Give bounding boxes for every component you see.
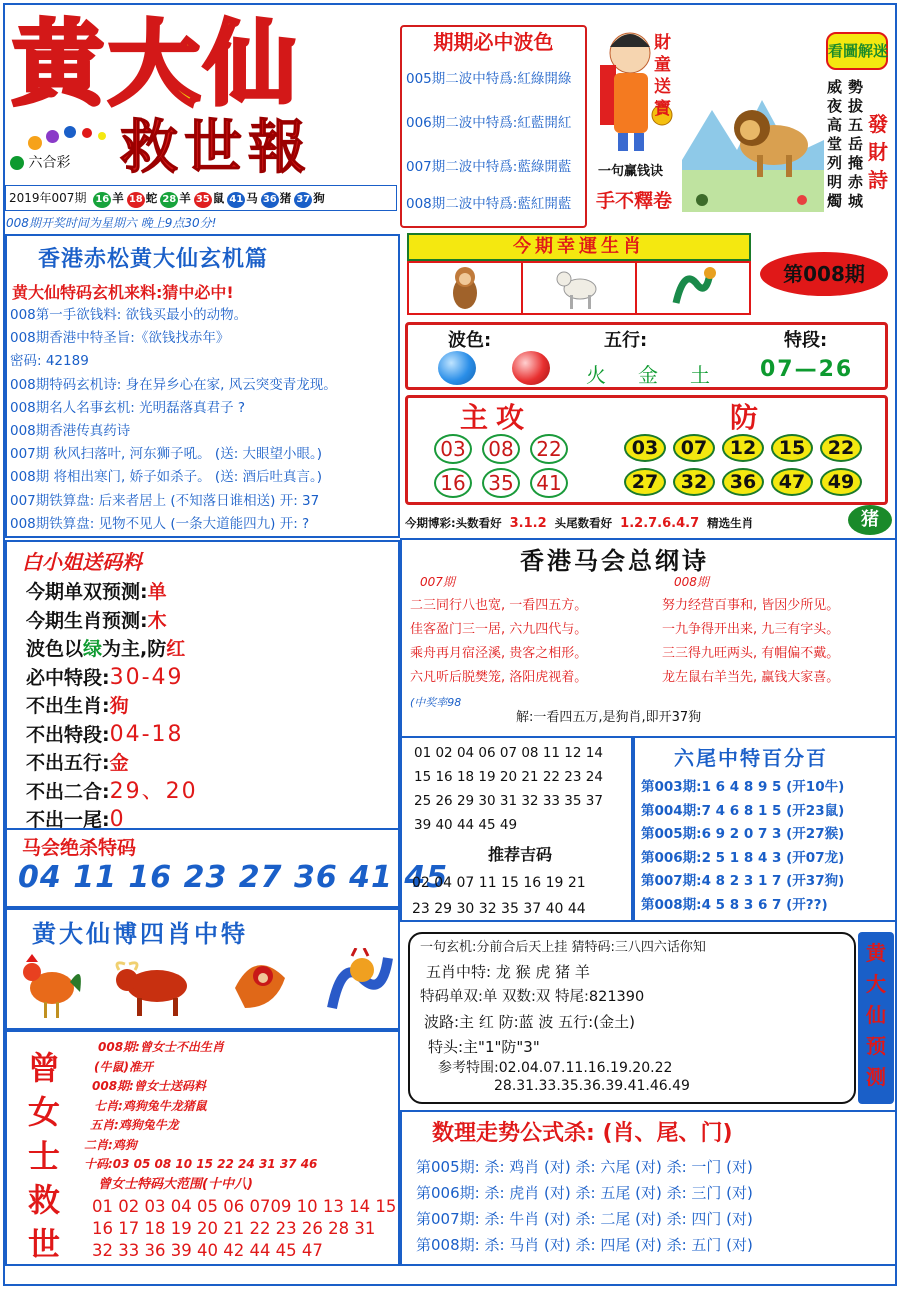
- xiaoyi-key: 不出特段:: [26, 723, 110, 746]
- xiaoyi-key: 今期生肖预测:: [26, 609, 148, 632]
- hint-a: 今期博彩:头数看好: [405, 516, 502, 530]
- wave-box: [400, 25, 587, 228]
- liuwei-row: 第003期:1 6 4 8 9 5 (开10牛): [641, 779, 845, 795]
- poem-line: 努力经营百事和, 皆因少所见。: [662, 598, 840, 613]
- zodiac-number: 18: [127, 192, 145, 208]
- defend-numbers: [624, 434, 884, 502]
- attack-number-ball: 03: [434, 434, 472, 464]
- xiaoyi-value: 单: [147, 581, 167, 603]
- zeng-line: 008期:曾女士送码料: [92, 1079, 206, 1093]
- hint-c: 头尾数看好: [554, 516, 613, 530]
- wave-row: 006期二波中特爲:紅藍開紅: [406, 115, 572, 131]
- lottery-label-text: 六合彩: [28, 155, 71, 171]
- xuanji-line: 007期铁算盘: 后来者居上 (不知落日谁相送) 开: 37: [10, 492, 320, 509]
- poem-title: 香港马会总纲诗: [520, 546, 709, 575]
- xuanji-line: 008第一手欲钱料: 欲钱买最小的动物。: [10, 307, 248, 323]
- ox-icon: [113, 948, 197, 1020]
- liuwei-rows: [641, 776, 893, 917]
- poem-line: 龙左鼠右羊当先, 赢钱大家喜。: [662, 670, 840, 685]
- zodiac-number: 28: [160, 192, 178, 208]
- attr-box: [405, 322, 888, 390]
- xiaoyi-key: 不出五行:: [26, 752, 110, 774]
- defend-number-ball: 03: [624, 434, 666, 462]
- masthead-title: 黄大仙: [12, 10, 301, 118]
- zodiac-draw-list: [90, 191, 325, 205]
- wuxing-earth: 土: [690, 363, 710, 387]
- zeng-line: 二肖:鸡狗: [84, 1137, 137, 1152]
- hint-d: 1.2.7.6.4.7: [620, 516, 700, 531]
- zodiac-animal: 马: [246, 191, 258, 205]
- yuce-lines: [420, 936, 852, 1095]
- xiaoyi-rows: [26, 578, 396, 835]
- zeng-line: 七肖:鸡狗兔牛龙猪鼠: [94, 1098, 207, 1113]
- xiaoyi-row: [26, 721, 396, 750]
- formula-row: 第008期: 杀: 马肖 (对) 杀: 四尾 (对) 杀: 五门 (对): [416, 1236, 753, 1254]
- zeng-lines: [84, 1038, 394, 1194]
- defend-number-ball: 36: [722, 468, 764, 496]
- zodiac-number: 16: [93, 192, 111, 208]
- zodiac-draw-item: [294, 191, 325, 205]
- red-wave-ball: [512, 351, 550, 385]
- xiaoyi-value: 30-49: [109, 664, 184, 690]
- majue-numbers: 04 11 16 23 27 36 41 45: [18, 860, 449, 895]
- liuwei-row: 第007期:4 8 2 3 1 7 (开37狗): [641, 873, 845, 889]
- xiaoyi-value: 金: [109, 752, 129, 774]
- blue-wave-ball: [438, 351, 476, 385]
- attack-number-ball: 41: [530, 468, 568, 498]
- grid-row: 15 16 18 19 20 21 22 23 24: [414, 769, 603, 785]
- zeng-line: 十码:03 05 08 10 15 22 24 31 37 46: [84, 1157, 318, 1171]
- ji-title: 推荐吉码: [488, 845, 553, 864]
- xiaoyi-key2: 为主,防: [102, 638, 167, 660]
- poem-col-1: 勢拔五岳掩赤城: [848, 78, 864, 210]
- formula-row: 第007期: 杀: 牛肖 (对) 杀: 二尾 (对) 杀: 四门 (对): [416, 1210, 753, 1228]
- hint-bar: [405, 512, 895, 534]
- zodiac-animal: 羊: [179, 191, 191, 205]
- attack-number-ball: 22: [530, 434, 568, 464]
- lion-landscape-image: [682, 40, 824, 212]
- zodiac-animal: 鼠: [212, 191, 225, 205]
- zodiac-draw-item: [127, 191, 158, 205]
- xiaoyi-value2: 红: [166, 638, 186, 660]
- xuanji-subtitle: 黄大仙特码玄机来料:猜中必中!: [12, 283, 234, 302]
- yuce-line: 28.31.33.35.36.39.41.46.49: [494, 1078, 690, 1094]
- zodiac-number: 37: [294, 192, 312, 208]
- poem-title: 發財詩: [868, 112, 888, 192]
- wuxing-fire: 火: [586, 363, 606, 387]
- zeng-numbers: [92, 1196, 397, 1262]
- zeng-line: 五肖:鸡狗兔牛龙: [90, 1118, 179, 1132]
- zodiac-draw-item: [227, 191, 258, 205]
- masthead-subtitle: 救世報: [120, 113, 313, 181]
- teduan-label: 特段:: [784, 330, 828, 351]
- poem-foot-left: (中奖率98: [410, 696, 462, 709]
- yuce-side-bar: [858, 932, 894, 1104]
- xiaoyi-row: [26, 664, 396, 693]
- formula-row: 第006期: 杀: 虎肖 (对) 杀: 五尾 (对) 杀: 三门 (对): [416, 1184, 753, 1202]
- ji-rows: [412, 870, 630, 922]
- defend-number-ball: 49: [820, 468, 862, 496]
- lucky-monkey-cell: [409, 263, 523, 313]
- zodiac-draw-item: [194, 191, 225, 205]
- xiaoyi-key: 不出一尾:: [26, 809, 110, 831]
- wave-row: 008期二波中特爲:藍紅開藍: [406, 196, 572, 212]
- yuce-line: 参考特围:02.04.07.11.16.19.20.22: [438, 1060, 673, 1076]
- defend-number-ball: 22: [820, 434, 862, 462]
- xiaoyi-row: [26, 778, 396, 807]
- wave-label: 波色:: [448, 330, 492, 351]
- ji-row: 23 29 30 32 35 37 40 44: [412, 901, 586, 917]
- formula-row: 第005期: 杀: 鸡肖 (对) 杀: 六尾 (对) 杀: 一门 (对): [416, 1158, 753, 1176]
- yuce-line: 特头:主"1"防"3": [428, 1038, 540, 1056]
- zodiac-number: 36: [261, 192, 279, 208]
- grid-row: 25 26 29 30 31 32 33 35 37: [414, 793, 603, 809]
- liuwei-row: 第006期:2 5 1 8 4 3 (开07龙): [641, 849, 845, 866]
- zodiac-number: 41: [227, 192, 245, 208]
- wave-row: 005期二波中特爲:紅綠開綠: [406, 71, 572, 87]
- lucky-title: 今期幸運生肖: [513, 236, 645, 257]
- caitong-vertical: 財童送寶: [654, 33, 671, 119]
- zeng-line: (牛鼠)准开: [94, 1059, 153, 1074]
- xiaoyi-title: 白小姐送码料: [22, 550, 142, 574]
- poem-line: 乘舟再月宿泾溪, 贵客之相形。: [410, 646, 588, 661]
- issue-badge: 第008期: [760, 252, 888, 296]
- xiaoyi-key: 不出二合:: [26, 780, 110, 803]
- lucky-animals: [407, 261, 751, 315]
- wave-row: 007期二波中特爲:藍綠開藍: [406, 159, 572, 175]
- yuce-line: 特码单双:单 双数:双 特尾:821390: [420, 989, 645, 1005]
- poem-col-2: 威夜高堂列明燭: [827, 78, 843, 210]
- lottery-label: [10, 152, 70, 172]
- poem-right-issue: 008期: [674, 575, 709, 589]
- attack-number-ball: 16: [434, 468, 472, 498]
- attack-number-ball: 08: [482, 434, 520, 464]
- xuanji-line: 008期特码玄机诗: 身在异乡心在家, 风云突变青龙现。: [10, 376, 337, 393]
- xuanji-line: 008期铁算盘: 见物不见人 (一条大道能四九) 开: ?: [10, 515, 310, 532]
- defend-number-ball: 32: [673, 468, 715, 496]
- grid-row: 01 02 04 06 07 08 11 12 14: [414, 745, 603, 761]
- xuanji-line: 008期香港中特圣旨:《欲钱找赤年》: [10, 330, 230, 347]
- xiaoyi-key: 不出生肖:: [26, 695, 110, 717]
- formula-title: 数理走势公式杀: (肖、尾、门): [432, 1121, 733, 1146]
- lucky-goat-cell: [523, 263, 637, 313]
- wuxing-metal: 金: [638, 363, 658, 387]
- xuanji-line: 008期 将相出寒门, 娇子如杀子。 (送: 酒后吐真言。): [10, 469, 323, 486]
- xiaoyi-row: [26, 692, 396, 721]
- ji-row: 02 04 07 11 15 16 19 21: [412, 875, 586, 891]
- teduan-value: 07—26: [760, 357, 854, 382]
- zodiac-animal: 猪: [279, 191, 292, 205]
- sixiao-title: 黄大仙博四肖中特: [32, 920, 248, 948]
- xiaoyi-value: 木: [147, 609, 167, 632]
- draw-result-bar: [5, 185, 397, 211]
- majue-title: 马会绝杀特码: [22, 837, 137, 859]
- poem-line: 六凡听后脱樊笼, 洛阳虎视着。: [410, 670, 588, 685]
- liuwei-title: 六尾中特百分百: [674, 746, 828, 770]
- yuce-line: 五肖中特: 龙 猴 虎 猪 羊: [426, 963, 590, 981]
- xuanji-title: 香港赤松黄大仙玄机篇: [38, 247, 269, 272]
- xuanji-lines: [10, 304, 400, 536]
- sixiao-animals: [16, 948, 396, 1024]
- xiaoyi-key: 波色以: [26, 638, 84, 660]
- xiaoyi-key: 必中特段:: [26, 666, 110, 689]
- liuwei-row: 第005期:6 9 2 0 7 3 (开27猴): [641, 826, 845, 842]
- zodiac-draw-item: [160, 191, 191, 205]
- grid-row: 39 40 44 45 49: [414, 817, 518, 833]
- dragon-icon: [322, 948, 396, 1020]
- liuwei-row: 第008期:4 5 8 3 6 7 (开??): [641, 896, 828, 913]
- xiaoyi-value: 绿: [83, 638, 103, 660]
- xuanji-line: 密码: 42189: [10, 353, 89, 370]
- xiaoyi-value: 29、20: [109, 778, 198, 804]
- rooster-icon: [16, 948, 86, 1020]
- zeng-number-row: 01 02 03 04 05 06 0709 10 13 14 15: [92, 1197, 397, 1216]
- poem-left: [410, 594, 660, 690]
- hint-e: 精选生肖: [707, 516, 754, 530]
- yuce-line: 波路:主 红 防:蓝 波 五行:(金土): [424, 1013, 635, 1031]
- zeng-line: 008期:曾女士不出生肖: [98, 1040, 224, 1054]
- color-dots: [14, 126, 114, 150]
- xiaoyi-value: 狗: [109, 695, 129, 717]
- attack-label: 主攻: [460, 401, 533, 434]
- hint-pig-badge: 猪: [848, 505, 892, 535]
- xiaoyi-row: [26, 749, 396, 778]
- defend-number-ball: 07: [673, 434, 715, 462]
- xiaoyi-row: [26, 578, 396, 607]
- xiaoyi-row: [26, 635, 396, 664]
- wave-box-title: 期期必中波色: [433, 30, 554, 54]
- zodiac-animal: 蛇: [145, 191, 158, 205]
- yuce-line: 一句玄机:分前合后天上挂 猜特码:三八四六话你知: [420, 940, 706, 955]
- poem-left-issue: 007期: [420, 575, 455, 589]
- defend-number-ball: 15: [771, 434, 813, 462]
- grid-rows: [414, 741, 632, 837]
- poem-foot: 解:一看四五万,是狗肖,即开37狗: [516, 710, 702, 725]
- defend-number-ball: 47: [771, 468, 813, 496]
- formula-rows: [416, 1154, 891, 1258]
- defend-label: 防: [730, 401, 759, 434]
- zeng-number-row: 16 17 18 19 20 21 22 23 26 28 31: [92, 1219, 376, 1238]
- zodiac-animal: 狗: [313, 191, 325, 205]
- poem-line: 佳客盈门三一居, 六九四代与。: [410, 622, 588, 637]
- defend-number-ball: 12: [722, 434, 764, 462]
- zeng-line: 曾女士特码大范围(十中八): [98, 1176, 253, 1192]
- xuanji-line: 008期名人名事玄机: 光明磊落真君子 ?: [10, 399, 246, 416]
- xuanji-line: 007期 秋风扫落叶, 河东狮子吼。 (送: 大眼望小眼。): [10, 446, 323, 463]
- wuxing-label: 五行:: [604, 330, 648, 351]
- poem-line: 二三同行八也宽, 一看四五方。: [410, 598, 588, 613]
- saying-label: 一句赢钱诀: [598, 164, 664, 179]
- poem-line: 一九争得开出来, 九三有字头。: [662, 622, 840, 637]
- zodiac-number: 35: [194, 192, 212, 208]
- yuce-side-text: 黄大仙预测: [866, 941, 886, 1089]
- zodiac-draw-item: [93, 191, 124, 205]
- issue-label: 2019年007期: [9, 191, 87, 205]
- zeng-number-row: 32 33 36 39 40 42 44 45 47: [92, 1241, 323, 1260]
- xiaoyi-row: [26, 607, 396, 636]
- zeng-side-title: 曾女士救世: [28, 1049, 61, 1263]
- hint-b: 3.1.2: [509, 516, 547, 531]
- attack-box: [405, 395, 888, 505]
- xiaoyi-key: 今期单双预测:: [26, 581, 148, 603]
- defend-number-ball: 27: [624, 468, 666, 496]
- zodiac-draw-item: [261, 191, 292, 205]
- xiaoyi-value: 0: [109, 807, 126, 832]
- xuanji-line: 008期香港传真药诗: [10, 423, 131, 440]
- puzzle-badge: 看圖解迷: [826, 32, 888, 70]
- zodiac-animal: 羊: [112, 191, 124, 205]
- draw-notice: 008期开奖时间为星期六 晚上9点30分!: [6, 216, 217, 230]
- poem-line: 三三得九旺两头, 有帽偏不戴。: [662, 646, 840, 661]
- liuwei-row: 第004期:7 4 6 8 1 5 (开23鼠): [641, 802, 845, 819]
- xiaoyi-value: 04-18: [109, 721, 184, 747]
- saying-answer: 手不釋卷: [596, 190, 673, 212]
- attack-numbers: [434, 434, 594, 502]
- poem-right: [662, 594, 892, 690]
- lucky-title-bar: [407, 233, 751, 261]
- monkey-icon: [225, 948, 295, 1020]
- attack-number-ball: 35: [482, 468, 520, 498]
- lucky-dragon-cell: [637, 263, 749, 313]
